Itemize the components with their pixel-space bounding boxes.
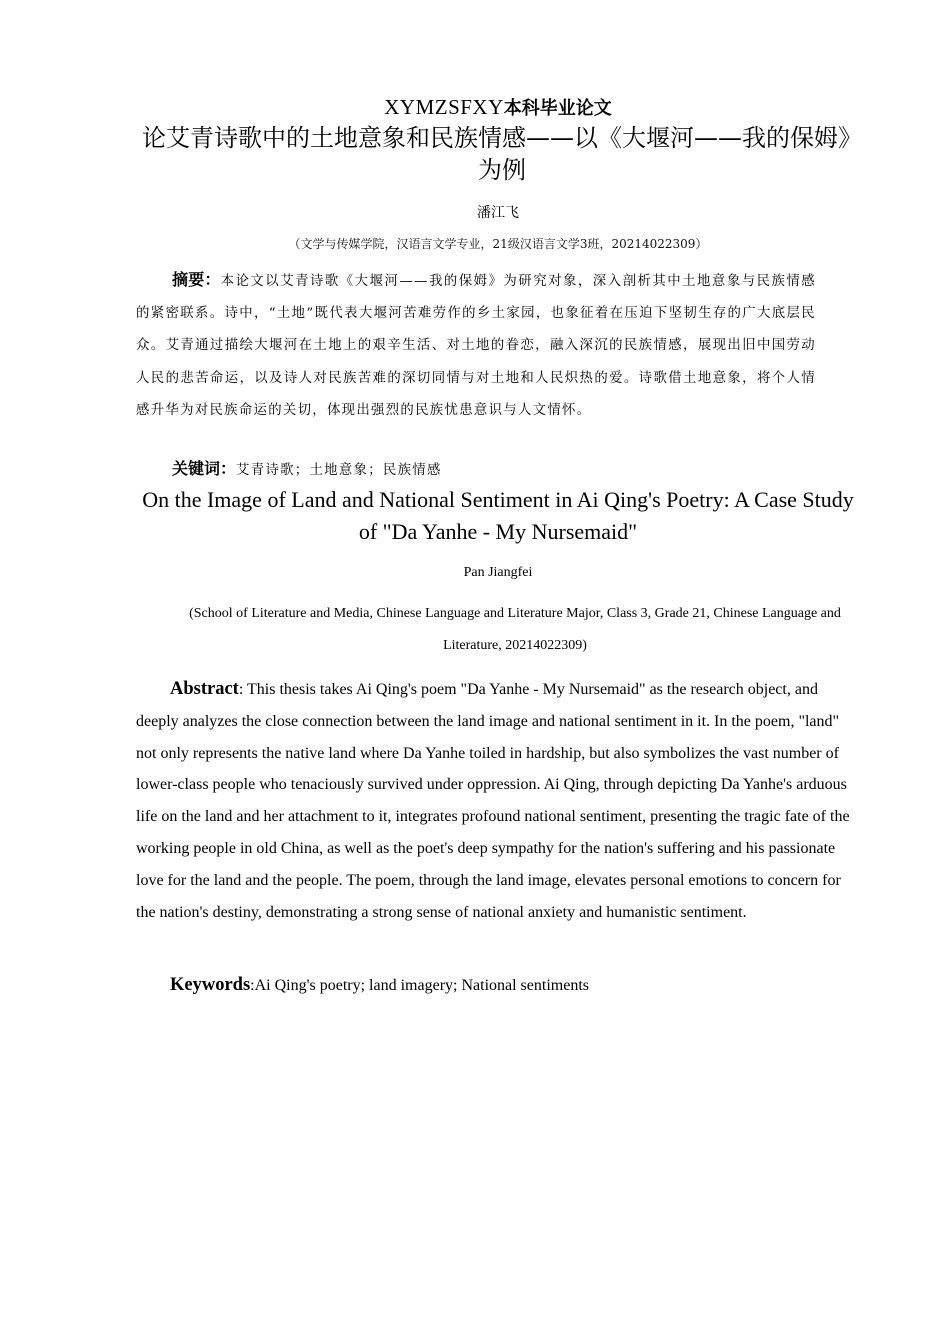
english-title: On the Image of Land and National Sentiment in Ai Qing's Poetry: A Case Study of "Da Yanhe - My Nursemaid" xyxy=(142,487,854,544)
chinese-keywords-text: 艾青诗歌；土地意象；民族情感 xyxy=(236,463,442,478)
chinese-keywords-label: 关键词： xyxy=(172,459,237,478)
chinese-abstract-text: 本论文以艾青诗歌《大堰河——我的保姆》为研究对象，深入剖析其中土地意象与民族情感的紧密联系。诗中，“土地”既代表大堰河苦难劳作的乡土家园，也象征着在压迫下坚韧生存的广大底层民众。艾青通过描绘大堰河在土地上的艰辛生活、对土地的眷恋，融入深沉的民族情感，展现出旧中国劳动人民的悲苦命运，以及诗人对民族苦难的深切同情与对土地和人民炽热的爱。诗歌借土地意象，将个人情感升华为对民族命运的关切，体现出强烈的民族忧患意识与人文情怀。 xyxy=(136,274,816,418)
english-abstract-label: Abstract xyxy=(170,679,239,699)
chinese-abstract-label: 摘要： xyxy=(172,270,221,289)
english-keywords-text: :Ai Qing's poetry; land imagery; National sentiments xyxy=(250,977,589,994)
english-abstract xyxy=(136,674,860,928)
chinese-abstract xyxy=(136,264,816,427)
english-abstract-text: : This thesis takes Ai Qing's poem "Da Yanhe - My Nursemaid" as the research object, and deeply analyzes the close connection between the land image and national sentiment in it. In the poem, "land" not only represents the native land where Da Yanhe toiled in hardship, but also symbolizes the vast number of lower-class people who tenaciously survived under oppression. Ai Qing, through depicting Da Yanhe's arduous life on the land and her attachment to it, integrates profound national sentiment, presenting the tragic fate of the working people in old China, as well as the poet's deep sympathy for the nation's suffering and his passionate love for the land and the people. The poem, through the land image, elevates personal emotions to concern for the nation's destiny, demonstrating a strong sense of national anxiety and humanistic sentiment. xyxy=(136,681,850,921)
chinese-title: 论艾青诗歌中的土地意象和民族情感——以《大堰河——我的保姆》为例 xyxy=(142,124,862,184)
chinese-author: 潘江飞 xyxy=(477,205,519,221)
english-affiliation: (School of Literature and Media, Chinese Language and Literature Major, Class 3, Grade 21, Chinese Language and Literature, 20214022309) xyxy=(189,606,841,653)
english-keywords xyxy=(136,970,894,1001)
thesis-header xyxy=(136,94,860,122)
school-code: XYMZSFXY xyxy=(384,95,504,119)
chinese-affiliation: （文学与传媒学院，汉语言文学专业，21级汉语言文学3班，20214022309） xyxy=(288,237,708,251)
english-keywords-label: Keywords xyxy=(170,975,251,995)
chinese-keywords xyxy=(136,456,896,484)
thesis-type-label: 本科毕业论文 xyxy=(503,98,612,119)
english-author: Pan Jiangfei xyxy=(463,565,533,580)
